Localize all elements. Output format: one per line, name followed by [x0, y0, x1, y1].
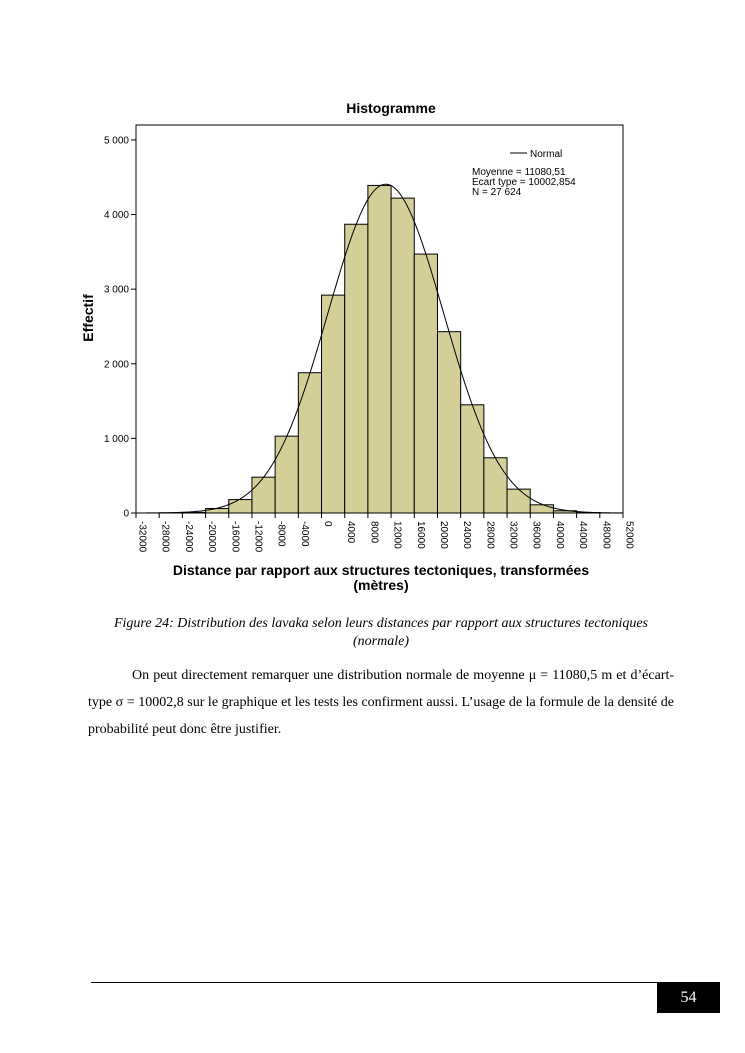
- body-paragraph: On peut directement remarquer une distribution normale de moyenne μ = 11080,5 m et d’écart-type σ = 10002,8 sur le graphique et les tests les confirment aussi. L’usage de la formule de la densité de probabilité peut donc être justifier.: [88, 668, 674, 737]
- x-tick-label: 48000: [600, 521, 612, 549]
- x-tick-label: 16000: [414, 521, 426, 549]
- x-axis-label-line2: (mètres): [353, 577, 409, 593]
- x-tick-label: -28000: [159, 521, 171, 553]
- x-tick-label: -8000: [275, 521, 287, 547]
- x-tick-label: -16000: [229, 521, 241, 553]
- x-tick-label: 40000: [553, 521, 565, 549]
- x-tick-label: 24000: [461, 521, 473, 549]
- y-tick-label: 4 000: [103, 210, 129, 222]
- x-axis-label-line1: Distance par rapport aux structures tectoniques, transformées: [172, 562, 590, 578]
- histogram-bar: [530, 505, 553, 513]
- y-tick-label: 5 000: [103, 135, 129, 147]
- histogram-bar: [345, 224, 368, 513]
- x-tick-label: 52000: [623, 521, 635, 549]
- x-tick-label: -12000: [252, 521, 264, 553]
- histogram-bar: [368, 185, 391, 513]
- y-axis-label: Effectif: [80, 294, 96, 342]
- x-tick-label: 44000: [577, 521, 589, 549]
- histogram-bar: [229, 500, 252, 513]
- page-number: 54: [657, 983, 720, 1013]
- x-tick-label: 0: [322, 521, 334, 527]
- figure-caption-line1: Figure 24: Distribution des lavaka selon leurs distances par rapport aux structures tectoniques: [113, 616, 649, 631]
- x-tick-label: 8000: [368, 521, 380, 544]
- histogram-bar: [484, 458, 507, 513]
- y-tick-label: 1 000: [103, 433, 129, 445]
- y-tick-label: 3 000: [103, 284, 129, 296]
- y-tick-label: 2 000: [103, 359, 129, 371]
- x-tick-label: 20000: [437, 521, 449, 549]
- x-tick-label: 12000: [391, 521, 403, 549]
- histogram-bar: [414, 254, 437, 513]
- histogram-bar: [461, 405, 484, 513]
- legend-series-label: Normal: [530, 149, 563, 160]
- legend-stat-mean: Moyenne = 11080,51: [472, 167, 566, 178]
- x-axis: [136, 513, 635, 553]
- figure-caption-line2: (normale): [353, 634, 409, 649]
- y-axis: [104, 135, 136, 519]
- footer-rule: [91, 982, 720, 983]
- histogram-bar: [391, 198, 414, 513]
- legend-stat-n: N = 27 624: [472, 187, 522, 198]
- x-tick-label: 36000: [530, 521, 542, 549]
- histogram-bar: [322, 295, 345, 513]
- histogram-bar: [206, 509, 229, 513]
- x-tick-label: 28000: [484, 521, 496, 549]
- chart-title: Histogramme: [346, 100, 436, 116]
- x-tick-label: -20000: [206, 521, 218, 553]
- figure-caption: [88, 615, 674, 651]
- y-tick-label: 0: [123, 508, 129, 520]
- x-tick-label: -32000: [136, 521, 148, 553]
- legend-stat-sd: Ecart type = 10002,854: [472, 177, 576, 188]
- x-tick-label: 32000: [507, 521, 519, 549]
- histogram-bar: [252, 477, 275, 513]
- x-tick-label: -24000: [182, 521, 194, 553]
- x-tick-label: 4000: [345, 521, 357, 544]
- histogram-bar: [298, 373, 321, 513]
- histogram-bar: [507, 489, 530, 513]
- histogram-bar: [275, 436, 298, 513]
- x-tick-label: -4000: [298, 521, 310, 547]
